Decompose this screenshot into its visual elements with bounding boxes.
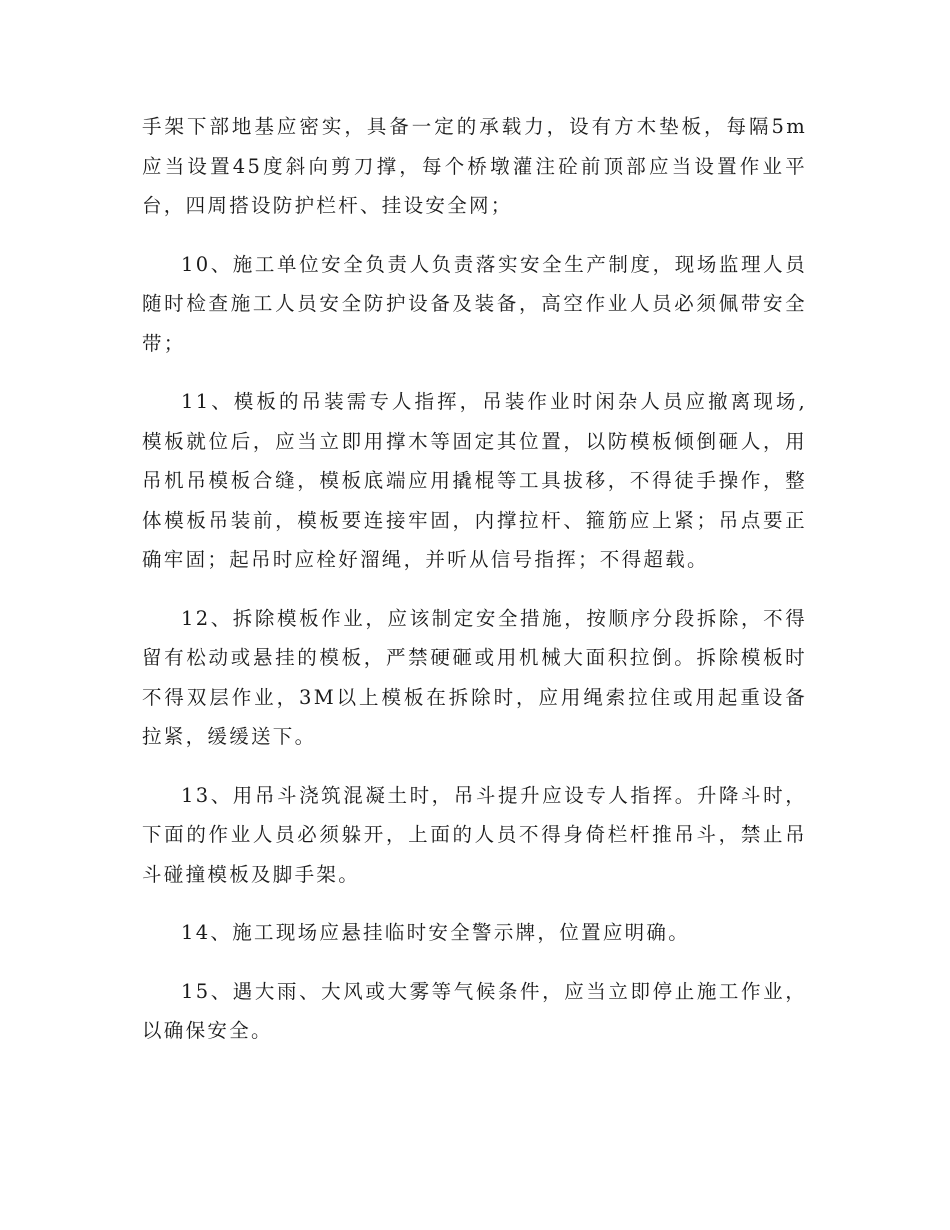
paragraph-item-13: 13、用吊斗浇筑混凝土时，吊斗提升应设专人指挥。升降斗时，下面的作业人员必须躲开，上面的人员不得身倚栏杆推吊斗，禁止吊斗碰撞模板及脚手架。 — [142, 783, 807, 886]
document-body — [142, 107, 807, 1070]
paragraph-item-11: 11、模板的吊装需专人指挥，吊装作业时闲杂人员应撤离现场,模板就位后，应当立即用撑木等固定其位置，以防模板倾倒砸人，用吊机吊模板合缝，模板底端应用撬棍等工具拔移，不得徒手操作，整体模板吊装前，模板要连接牢固，内撑拉杆、箍筋应上紧；吊点要正确牢固；起吊时应栓好溜绳，并听从信号指挥；不得超载。 — [142, 390, 807, 571]
paragraph-scaffold-foundation: 手架下部地基应密实，具备一定的承载力，设有方木垫板，每隔5m应当设置45度斜向剪刀撑，每个桥墩灌注砼前顶部应当设置作业平台，四周搭设防护栏杆、挂设安全网； — [142, 115, 807, 217]
paragraph-item-14: 14、施工现场应悬挂临时安全警示牌，位置应明确。 — [181, 921, 691, 944]
paragraph-item-12: 12、拆除模板作业，应该制定安全措施，按顺序分段拆除，不得留有松动或悬挂的模板，严禁硬砸或用机械大面积拉倒。拆除模板时不得双层作业，3M以上模板在拆除时，应用绳索拉住或用起重设备拉紧，缓缓送下。 — [142, 606, 807, 748]
paragraph-item-15: 15、遇大雨、大风或大雾等气候条件，应当立即停止施工作业，以确保安全。 — [142, 979, 807, 1042]
paragraph-item-10: 10、施工单位安全负责人负责落实安全生产制度，现场监理人员随时检查施工人员安全防护设备及装备，高空作业人员必须佩带安全带； — [142, 252, 807, 355]
